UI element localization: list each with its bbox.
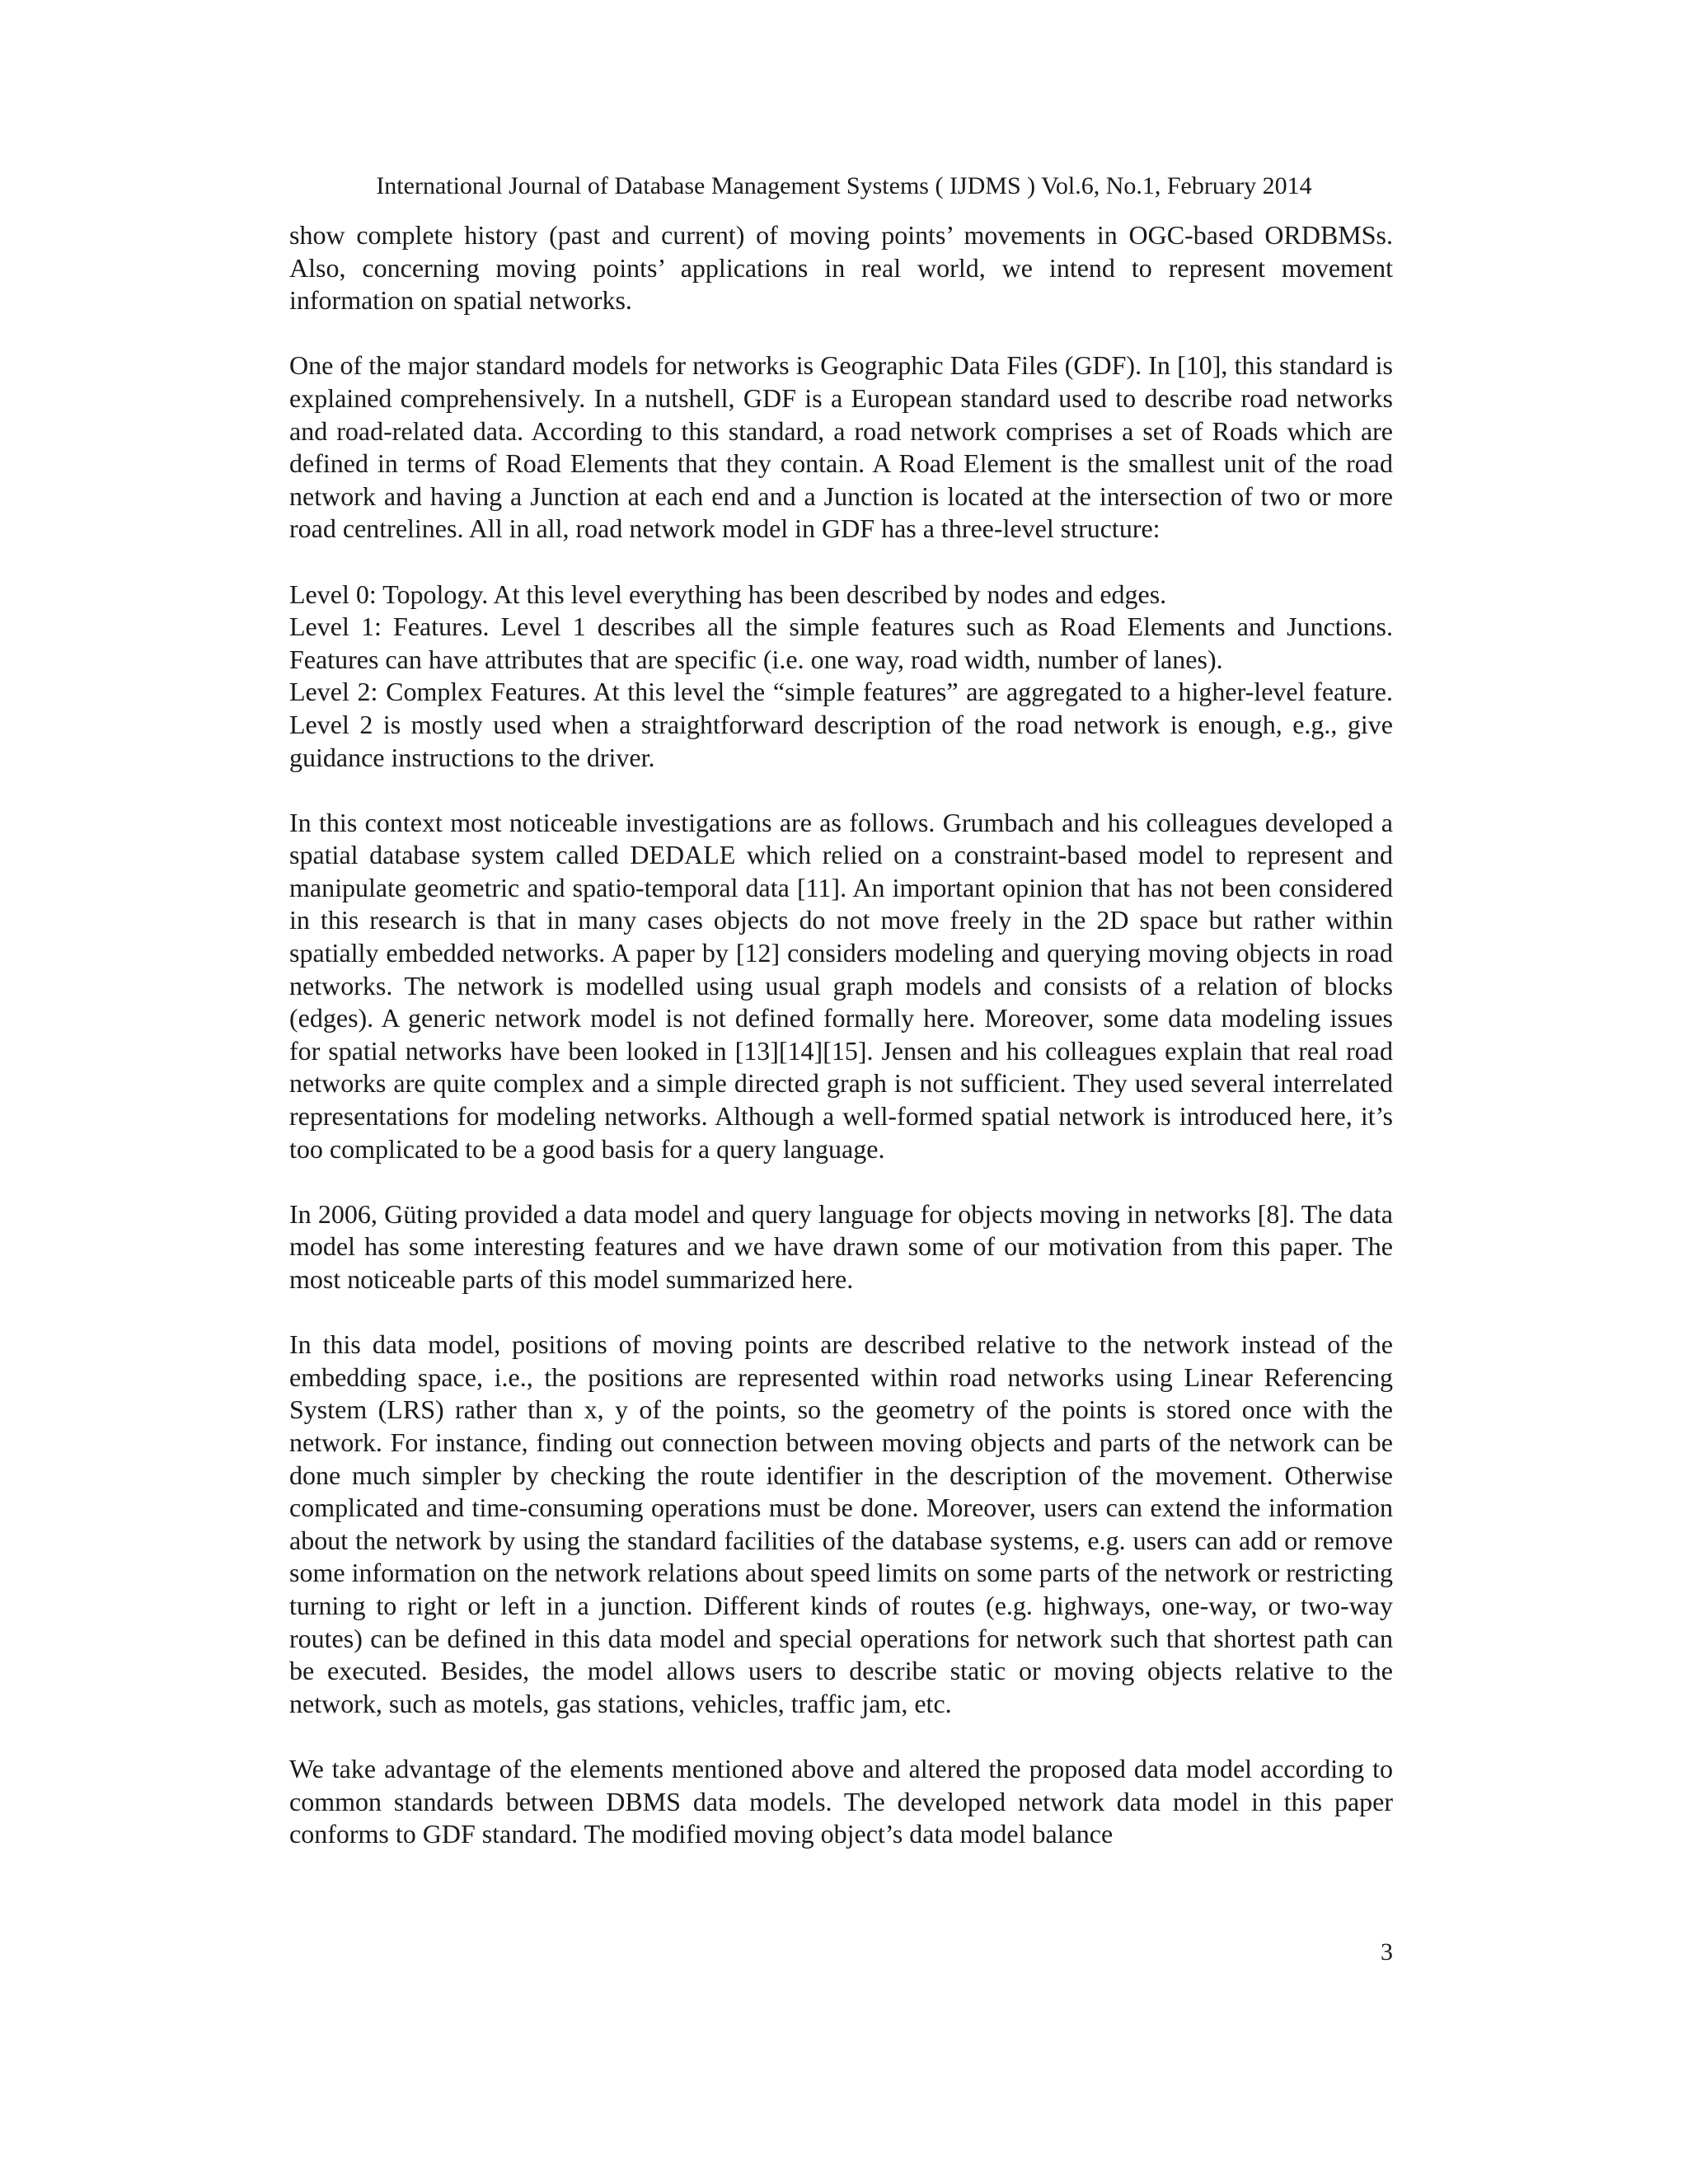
gdf-level-list	[289, 579, 1393, 775]
paragraph-moving-points-history: show complete history (past and current) of moving points’ movements in OGC-based ORDBMSs. Also, concerning moving points’ applications in real world, we intend to represent movement information on spatial networks.	[289, 220, 1393, 316]
paragraph-data-model-details: In this data model, positions of moving points are described relative to the network instead of the embedding space, i.e., the positions are represented within road networks using Linear Referencing System (LRS) rather than x, y of the points, so the geometry of the points is stored once with the network. For instance, finding out connection between moving objects and parts of the network can be done much simpler by checking the route identifier in the description of the movement. Otherwise complicated and time-consuming operations must be done. Moreover, users can extend the information about the network by using the standard facilities of the database systems, e.g. users can add or remove some information on the network relations about speed limits on some parts of the network or restricting turning to right or left in a junction. Different kinds of routes (e.g. highways, one-way, or two-way routes) can be defined in this data model and special operations for network such that shortest path can be executed. Besides, the model allows users to describe static or moving objects relative to the network, such as motels, gas stations, vehicles, traffic jam, etc.	[289, 1329, 1393, 1718]
page-number: 3	[1381, 1938, 1393, 1966]
paragraph-gdf-standard: One of the major standard models for networks is Geographic Data Files (GDF). In [10], this standard is explained comprehensively. In a nutshell, GDF is a European standard used to describe road networks and road-related data. According to this standard, a road network comprises a set of Roads which are defined in terms of Road Elements that they contain. A Road Element is the smallest unit of the road network and having a Junction at each end and a Junction is located at the intersection of two or more road centrelines. All in all, road network model in GDF has a three-level structure:	[289, 350, 1393, 544]
article-body	[289, 219, 1393, 1851]
gdf-level-2: Level 2: Complex Features. At this level the “simple features” are aggregated to a higher-level feature. Level 2 is mostly used when a straightforward description of the road network is enough, e.g., give guidance instructions to the driver.	[289, 677, 1393, 772]
gdf-level-1: Level 1: Features. Level 1 describes all the simple features such as Road Elements and Junctions. Features can have attributes that are specific (i.e. one way, road width, number of lanes).	[289, 612, 1393, 674]
paragraph-proposed-model: We take advantage of the elements mentioned above and altered the proposed data model according to common standards between DBMS data models. The developed network data model in this paper conforms to GDF standard. The modified moving object’s data model balance	[289, 1753, 1393, 1849]
gdf-level-0: Level 0: Topology. At this level everything has been described by nodes and edges.	[289, 579, 1167, 609]
paragraph-related-investigations: In this context most noticeable investigations are as follows. Grumbach and his colleagues developed a spatial database system called DEDALE which relied on a constraint-based model to represent and manipulate geometric and spatio-temporal data [11]. An important opinion that has not been considered in this research is that in many cases objects do not move freely in the 2D space but rather within spatially embedded networks. A paper by [12] considers modeling and querying moving objects in road networks. The network is modelled using usual graph models and consists of a relation of blocks (edges). A generic network model is not defined formally here. Moreover, some data modeling issues for spatial networks have been looked in [13][14][15]. Jensen and his colleagues explain that real road networks are quite complex and a simple directed graph is not sufficient. They used several interrelated representations for modeling networks. Although a well-formed spatial network is introduced here, it’s too complicated to be a good basis for a query language.	[289, 807, 1393, 1164]
paragraph-guting-model: In 2006, Güting provided a data model and query language for objects moving in networks [8]. The data model has some interesting features and we have drawn some of our motivation from this paper. The most noticeable parts of this model summarized here.	[289, 1198, 1393, 1294]
running-header: International Journal of Database Management Systems ( IJDMS ) Vol.6, No.1, February 2014	[376, 172, 1312, 199]
